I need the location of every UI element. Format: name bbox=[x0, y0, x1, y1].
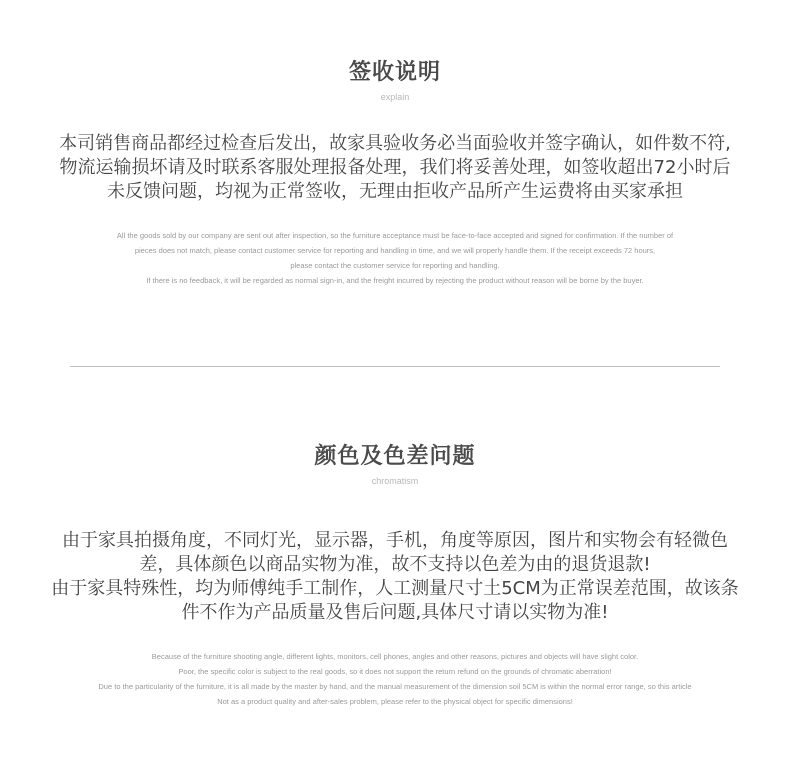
color-cn-line: 差，具体颜色以商品实物为准，故不支持以色差为由的退货退款! bbox=[139, 554, 651, 575]
color-section-subtitle: chromatism bbox=[371, 476, 419, 486]
sign-section-title: 签收说明 bbox=[348, 60, 441, 85]
sign-cn-text bbox=[0, 132, 790, 204]
color-cn-line: 由于家具拍摄角度，不同灯光，显示器，手机，角度等原因，图片和实物会有轻微色 bbox=[62, 530, 728, 551]
sign-section bbox=[0, 58, 790, 104]
color-cn-text bbox=[0, 529, 790, 625]
sign-en-line: All the goods sold by our company are sent out after inspection, so the furniture acceptance must be face-to-face accepted and signed for confirmation. If the number of bbox=[116, 231, 674, 240]
color-en-line: Poor, the specific color is subject to the real goods, so it does not support the return refund on the grounds of chromatic aberration! bbox=[178, 667, 612, 676]
sign-en-line: please contact the customer service for reporting and handling. bbox=[290, 261, 500, 270]
sign-en-text bbox=[0, 228, 790, 288]
color-en-line: Because of the furniture shooting angle, different lights, monitors, cell phones, angles and other reasons, pictures and objects will have slight color. bbox=[151, 652, 639, 661]
sign-cn-line: 未反馈问题，均视为正常签收，无理由拒收产品所产生运费将由买家承担 bbox=[107, 181, 683, 202]
sign-en-line: pieces does not match, please contact customer service for reporting and handling in time, and we will properly handle them. If the receipt exceeds 72 hours, bbox=[134, 246, 656, 255]
sign-cn-line: 本司销售商品都经过检查后发出，故家具验收务必当面验收并签字确认，如件数不符, bbox=[59, 133, 731, 154]
sign-en-line: If there is no feedback, it will be regarded as normal sign-in, and the freight incurred by rejecting the product without reason will be borne by the buyer. bbox=[146, 276, 644, 285]
color-cn-line: 件不作为产品质量及售后问题,具体尺寸请以实物为准! bbox=[181, 602, 609, 623]
section-divider bbox=[70, 366, 720, 367]
color-cn-line: 由于家具特殊性，均为师傅纯手工制作，人工测量尺寸土5CM为正常误差范围，故该条 bbox=[51, 578, 739, 599]
color-en-line: Due to the particularity of the furniture, it is all made by the master by hand, and the manual measurement of the dimension soil 5CM is within the normal error range, so this article bbox=[98, 682, 692, 691]
color-en-line: Not as a product quality and after-sales problem, please refer to the physical object for specific dimensions! bbox=[217, 697, 573, 706]
color-section-title: 颜色及色差问题 bbox=[314, 444, 476, 469]
sign-section-subtitle: explain bbox=[380, 92, 410, 102]
color-en-text bbox=[0, 649, 790, 709]
color-section bbox=[0, 442, 790, 488]
sign-cn-line: 物流运输损坏请及时联系客服处理报备处理，我们将妥善处理，如签收超出72小时后 bbox=[59, 157, 731, 178]
